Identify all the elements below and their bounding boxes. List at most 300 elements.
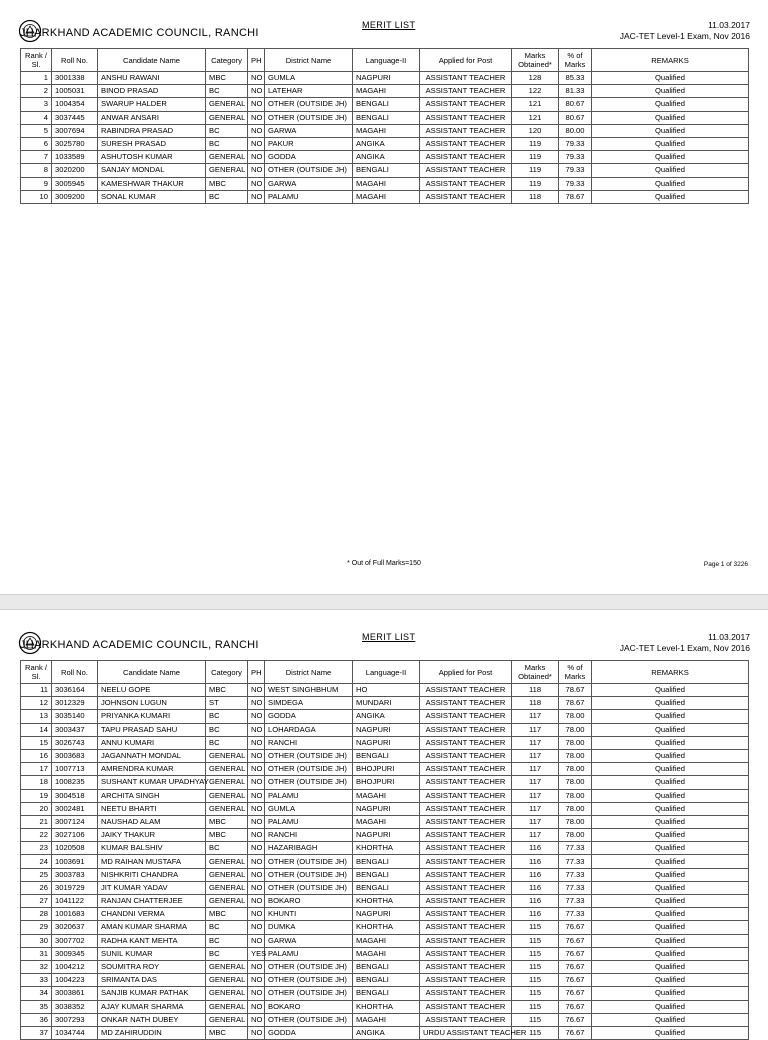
cell-district: GODDA: [265, 151, 353, 164]
cell-category: MBC: [206, 177, 248, 190]
cell-roll-no: 3009345: [52, 947, 98, 960]
table-header: [21, 49, 749, 72]
cell-candidate-name: ARCHITA SINGH: [98, 789, 206, 802]
cell-post: ASSISTANT TEACHER: [420, 895, 512, 908]
cell-category: GENERAL: [206, 763, 248, 776]
cell-marks: 115: [512, 974, 559, 987]
cell-rank: 28: [21, 908, 52, 921]
cell-language: HO: [353, 684, 420, 697]
cell-post: ASSISTANT TEACHER: [420, 684, 512, 697]
table-row: [21, 987, 749, 1000]
cell-roll-no: 1003691: [52, 855, 98, 868]
column-header-candidate-name: Candidate Name: [98, 49, 206, 72]
cell-rank: 11: [21, 684, 52, 697]
cell-marks: 118: [512, 697, 559, 710]
cell-rank: 9: [21, 177, 52, 190]
cell-category: BC: [206, 947, 248, 960]
cell-remarks: Qualified: [592, 736, 749, 749]
cell-roll-no: 3007124: [52, 815, 98, 828]
cell-district: OTHER (OUTSIDE JH): [265, 98, 353, 111]
cell-marks: 115: [512, 1013, 559, 1026]
cell-post: ASSISTANT TEACHER: [420, 164, 512, 177]
cell-candidate-name: SONAL KUMAR: [98, 190, 206, 203]
cell-post: ASSISTANT TEACHER: [420, 736, 512, 749]
cell-category: MBC: [206, 908, 248, 921]
cell-post: ASSISTANT TEACHER: [420, 1000, 512, 1013]
cell-category: GENERAL: [206, 802, 248, 815]
cell-remarks: Qualified: [592, 164, 749, 177]
cell-remarks: Qualified: [592, 763, 749, 776]
cell-category: MBC: [206, 815, 248, 828]
cell-post: ASSISTANT TEACHER: [420, 85, 512, 98]
cell-category: BC: [206, 190, 248, 203]
cell-percent: 76.67: [559, 960, 592, 973]
cell-category: GENERAL: [206, 974, 248, 987]
cell-ph: NO: [248, 749, 265, 762]
cell-candidate-name: CHANDNI VERMA: [98, 908, 206, 921]
cell-post: ASSISTANT TEACHER: [420, 763, 512, 776]
cell-marks: 116: [512, 868, 559, 881]
cell-remarks: Qualified: [592, 987, 749, 1000]
table-row: [21, 934, 749, 947]
cell-ph: NO: [248, 177, 265, 190]
cell-rank: 7: [21, 151, 52, 164]
cell-rank: 1: [21, 72, 52, 85]
cell-post: ASSISTANT TEACHER: [420, 1013, 512, 1026]
cell-candidate-name: SURESH PRASAD: [98, 137, 206, 150]
cell-district: GUMLA: [265, 72, 353, 85]
column-header-language: Language-II: [353, 49, 420, 72]
cell-district: OTHER (OUTSIDE JH): [265, 1013, 353, 1026]
table-row: [21, 723, 749, 736]
cell-language: MUNDARI: [353, 697, 420, 710]
cell-category: BC: [206, 85, 248, 98]
document-date: 11.03.2017: [708, 20, 750, 30]
cell-language: MAGAHI: [353, 1013, 420, 1026]
cell-marks: 115: [512, 934, 559, 947]
cell-post: ASSISTANT TEACHER: [420, 842, 512, 855]
cell-post: ASSISTANT TEACHER: [420, 802, 512, 815]
cell-district: OTHER (OUTSIDE JH): [265, 749, 353, 762]
cell-category: BC: [206, 124, 248, 137]
cell-percent: 77.33: [559, 908, 592, 921]
cell-marks: 115: [512, 947, 559, 960]
cell-language: BHOJPURI: [353, 776, 420, 789]
column-header-roll-no: Roll No.: [52, 661, 98, 684]
cell-post: ASSISTANT TEACHER: [420, 855, 512, 868]
column-header-post: Applied for Post: [420, 661, 512, 684]
cell-ph: NO: [248, 151, 265, 164]
cell-marks: 117: [512, 776, 559, 789]
cell-ph: NO: [248, 710, 265, 723]
cell-marks: 117: [512, 749, 559, 762]
column-header-marks: Marks Obtained*: [512, 49, 559, 72]
cell-candidate-name: RANJAN CHATTERJEE: [98, 895, 206, 908]
cell-roll-no: 3038352: [52, 1000, 98, 1013]
cell-rank: 29: [21, 921, 52, 934]
cell-remarks: Qualified: [592, 921, 749, 934]
cell-district: PALAMU: [265, 815, 353, 828]
cell-marks: 121: [512, 111, 559, 124]
cell-marks: 115: [512, 921, 559, 934]
cell-marks: 116: [512, 908, 559, 921]
cell-language: MAGAHI: [353, 947, 420, 960]
cell-post: ASSISTANT TEACHER: [420, 177, 512, 190]
column-header-district: District Name: [265, 661, 353, 684]
table-row: [21, 921, 749, 934]
cell-percent: 77.33: [559, 895, 592, 908]
cell-category: GENERAL: [206, 1000, 248, 1013]
cell-roll-no: 1041122: [52, 895, 98, 908]
cell-ph: NO: [248, 1000, 265, 1013]
table-body: [21, 684, 749, 1040]
cell-rank: 35: [21, 1000, 52, 1013]
cell-percent: 80.00: [559, 124, 592, 137]
cell-roll-no: 3003683: [52, 749, 98, 762]
cell-roll-no: 3002481: [52, 802, 98, 815]
cell-language: ANGIKA: [353, 710, 420, 723]
cell-remarks: Qualified: [592, 829, 749, 842]
table-row: [21, 85, 749, 98]
cell-district: DUMKA: [265, 921, 353, 934]
cell-language: BENGALI: [353, 881, 420, 894]
cell-remarks: Qualified: [592, 111, 749, 124]
cell-candidate-name: NISHKRITI CHANDRA: [98, 868, 206, 881]
cell-rank: 27: [21, 895, 52, 908]
cell-ph: NO: [248, 987, 265, 1000]
cell-ph: NO: [248, 697, 265, 710]
cell-language: MAGAHI: [353, 85, 420, 98]
cell-category: MBC: [206, 829, 248, 842]
cell-candidate-name: SUSHANT KUMAR UPADHYAY: [98, 776, 206, 789]
cell-rank: 21: [21, 815, 52, 828]
cell-category: GENERAL: [206, 164, 248, 177]
table-row: [21, 829, 749, 842]
cell-marks: 117: [512, 789, 559, 802]
cell-category: MBC: [206, 684, 248, 697]
cell-percent: 81.33: [559, 85, 592, 98]
column-header-roll-no: Roll No.: [52, 49, 98, 72]
cell-category: BC: [206, 921, 248, 934]
cell-language: NAGPURI: [353, 723, 420, 736]
table-row: [21, 684, 749, 697]
table-row: [21, 974, 749, 987]
cell-language: NAGPURI: [353, 736, 420, 749]
cell-post: ASSISTANT TEACHER: [420, 749, 512, 762]
cell-category: GENERAL: [206, 776, 248, 789]
table-row: [21, 789, 749, 802]
table-row: [21, 960, 749, 973]
column-header-candidate-name: Candidate Name: [98, 661, 206, 684]
cell-roll-no: 3020200: [52, 164, 98, 177]
cell-post: ASSISTANT TEACHER: [420, 829, 512, 842]
cell-category: GENERAL: [206, 749, 248, 762]
column-header-ph: PH: [248, 49, 265, 72]
cell-candidate-name: MD ZAHIRUDDIN: [98, 1026, 206, 1039]
cell-percent: 78.00: [559, 736, 592, 749]
header-row: [21, 661, 749, 684]
organization-name: JHARKHAND ACADEMIC COUNCIL, RANCHI: [20, 639, 259, 651]
cell-percent: 76.67: [559, 921, 592, 934]
cell-marks: 116: [512, 842, 559, 855]
document-title: MERIT LIST: [362, 20, 416, 30]
table-row: [21, 1000, 749, 1013]
cell-roll-no: 1004212: [52, 960, 98, 973]
cell-percent: 78.00: [559, 723, 592, 736]
cell-ph: NO: [248, 908, 265, 921]
cell-district: OTHER (OUTSIDE JH): [265, 763, 353, 776]
cell-ph: NO: [248, 960, 265, 973]
cell-language: BENGALI: [353, 111, 420, 124]
cell-language: NAGPURI: [353, 802, 420, 815]
cell-roll-no: 3035140: [52, 710, 98, 723]
cell-percent: 78.67: [559, 697, 592, 710]
cell-rank: 23: [21, 842, 52, 855]
cell-district: KHUNTI: [265, 908, 353, 921]
cell-post: ASSISTANT TEACHER: [420, 98, 512, 111]
cell-rank: 33: [21, 974, 52, 987]
cell-language: MAGAHI: [353, 815, 420, 828]
cell-district: OTHER (OUTSIDE JH): [265, 960, 353, 973]
cell-category: GENERAL: [206, 151, 248, 164]
cell-post: ASSISTANT TEACHER: [420, 908, 512, 921]
cell-district: GARWA: [265, 124, 353, 137]
cell-percent: 78.00: [559, 763, 592, 776]
page-header: [0, 0, 768, 41]
cell-rank: 22: [21, 829, 52, 842]
table-row: [21, 802, 749, 815]
table-row: [21, 72, 749, 85]
table-row: [21, 947, 749, 960]
cell-category: MBC: [206, 1026, 248, 1039]
cell-remarks: Qualified: [592, 190, 749, 203]
cell-post: ASSISTANT TEACHER: [420, 868, 512, 881]
column-header-rank: Rank / Sl.: [21, 661, 52, 684]
cell-remarks: Qualified: [592, 974, 749, 987]
cell-ph: NO: [248, 776, 265, 789]
cell-roll-no: 3036164: [52, 684, 98, 697]
cell-language: NAGPURI: [353, 829, 420, 842]
footnote: * Out of Full Marks=150: [347, 560, 421, 567]
cell-marks: 117: [512, 710, 559, 723]
cell-ph: NO: [248, 85, 265, 98]
cell-candidate-name: KAMESHWAR THAKUR: [98, 177, 206, 190]
cell-ph: NO: [248, 934, 265, 947]
cell-post: ASSISTANT TEACHER: [420, 960, 512, 973]
cell-ph: NO: [248, 111, 265, 124]
cell-ph: NO: [248, 723, 265, 736]
cell-category: GENERAL: [206, 895, 248, 908]
cell-percent: 77.33: [559, 855, 592, 868]
cell-candidate-name: NEELU GOPE: [98, 684, 206, 697]
cell-marks: 128: [512, 72, 559, 85]
cell-marks: 117: [512, 723, 559, 736]
cell-ph: NO: [248, 1026, 265, 1039]
column-header-ph: PH: [248, 661, 265, 684]
cell-category: GENERAL: [206, 111, 248, 124]
cell-district: OTHER (OUTSIDE JH): [265, 974, 353, 987]
cell-candidate-name: SWARUP HALDER: [98, 98, 206, 111]
table-row: [21, 749, 749, 762]
cell-post: ASSISTANT TEACHER: [420, 124, 512, 137]
cell-roll-no: 3019729: [52, 881, 98, 894]
cell-remarks: Qualified: [592, 895, 749, 908]
cell-remarks: Qualified: [592, 947, 749, 960]
table-body: [21, 72, 749, 204]
cell-candidate-name: AMAN KUMAR SHARMA: [98, 921, 206, 934]
organization-name: JHARKHAND ACADEMIC COUNCIL, RANCHI: [20, 27, 259, 39]
cell-marks: 115: [512, 1000, 559, 1013]
cell-roll-no: 3007293: [52, 1013, 98, 1026]
cell-remarks: Qualified: [592, 868, 749, 881]
column-header-category: Category: [206, 661, 248, 684]
cell-remarks: Qualified: [592, 85, 749, 98]
cell-language: KHORTHA: [353, 1000, 420, 1013]
cell-language: BENGALI: [353, 98, 420, 111]
cell-marks: 119: [512, 164, 559, 177]
cell-ph: NO: [248, 868, 265, 881]
cell-percent: 79.33: [559, 177, 592, 190]
cell-district: OTHER (OUTSIDE JH): [265, 881, 353, 894]
cell-language: BENGALI: [353, 855, 420, 868]
cell-district: RANCHI: [265, 829, 353, 842]
cell-ph: NO: [248, 895, 265, 908]
cell-remarks: Qualified: [592, 776, 749, 789]
cell-language: KHORTHA: [353, 895, 420, 908]
cell-candidate-name: SRIMANTA DAS: [98, 974, 206, 987]
table-row: [21, 710, 749, 723]
cell-district: GODDA: [265, 1026, 353, 1039]
cell-remarks: Qualified: [592, 137, 749, 150]
table-row: [21, 151, 749, 164]
table-row: [21, 763, 749, 776]
cell-roll-no: 3007702: [52, 934, 98, 947]
cell-ph: NO: [248, 921, 265, 934]
merit-table: [20, 660, 749, 1040]
cell-ph: NO: [248, 842, 265, 855]
cell-percent: 77.33: [559, 881, 592, 894]
cell-district: GARWA: [265, 177, 353, 190]
column-header-rank: Rank / Sl.: [21, 49, 52, 72]
cell-percent: 76.67: [559, 974, 592, 987]
cell-ph: NO: [248, 881, 265, 894]
cell-roll-no: 3004518: [52, 789, 98, 802]
cell-district: WEST SINGHBHUM: [265, 684, 353, 697]
table-row: [21, 137, 749, 150]
cell-percent: 76.67: [559, 987, 592, 1000]
cell-remarks: Qualified: [592, 1013, 749, 1026]
cell-ph: NO: [248, 124, 265, 137]
cell-roll-no: 3003437: [52, 723, 98, 736]
cell-marks: 115: [512, 1026, 559, 1039]
table-row: [21, 111, 749, 124]
cell-remarks: Qualified: [592, 1026, 749, 1039]
cell-rank: 20: [21, 802, 52, 815]
cell-ph: NO: [248, 802, 265, 815]
cell-remarks: Qualified: [592, 72, 749, 85]
cell-roll-no: 3003783: [52, 868, 98, 881]
cell-ph: NO: [248, 736, 265, 749]
cell-district: LATEHAR: [265, 85, 353, 98]
cell-district: PALAMU: [265, 190, 353, 203]
cell-remarks: Qualified: [592, 881, 749, 894]
cell-ph: NO: [248, 98, 265, 111]
cell-ph: YES: [248, 947, 265, 960]
cell-category: GENERAL: [206, 881, 248, 894]
cell-district: RANCHI: [265, 736, 353, 749]
page-header: [0, 612, 768, 653]
table-row: [21, 815, 749, 828]
cell-remarks: Qualified: [592, 789, 749, 802]
cell-category: BC: [206, 736, 248, 749]
cell-percent: 76.67: [559, 947, 592, 960]
cell-marks: 120: [512, 124, 559, 137]
cell-candidate-name: NEETU BHARTI: [98, 802, 206, 815]
cell-roll-no: 1007713: [52, 763, 98, 776]
cell-district: PALAMU: [265, 947, 353, 960]
cell-ph: NO: [248, 684, 265, 697]
cell-remarks: Qualified: [592, 684, 749, 697]
cell-marks: 119: [512, 137, 559, 150]
cell-rank: 37: [21, 1026, 52, 1039]
cell-rank: 24: [21, 855, 52, 868]
column-header-percent: % of Marks: [559, 49, 592, 72]
cell-candidate-name: AMRENDRA KUMAR: [98, 763, 206, 776]
cell-marks: 118: [512, 684, 559, 697]
cell-ph: NO: [248, 164, 265, 177]
cell-roll-no: 3025780: [52, 137, 98, 150]
cell-post: ASSISTANT TEACHER: [420, 815, 512, 828]
cell-marks: 117: [512, 802, 559, 815]
cell-language: ANGIKA: [353, 1026, 420, 1039]
cell-roll-no: 3027106: [52, 829, 98, 842]
cell-candidate-name: JIT KUMAR YADAV: [98, 881, 206, 894]
cell-language: NAGPURI: [353, 908, 420, 921]
cell-marks: 117: [512, 736, 559, 749]
header-row: [21, 49, 749, 72]
cell-candidate-name: JAIKY THAKUR: [98, 829, 206, 842]
cell-ph: NO: [248, 789, 265, 802]
cell-language: MAGAHI: [353, 789, 420, 802]
cell-candidate-name: RABINDRA PRASAD: [98, 124, 206, 137]
cell-candidate-name: SANJIB KUMAR PATHAK: [98, 987, 206, 1000]
cell-ph: NO: [248, 815, 265, 828]
table-row: [21, 736, 749, 749]
table-row: [21, 895, 749, 908]
table-row: [21, 1026, 749, 1039]
cell-post: ASSISTANT TEACHER: [420, 723, 512, 736]
cell-percent: 80.67: [559, 98, 592, 111]
cell-language: MAGAHI: [353, 190, 420, 203]
cell-rank: 30: [21, 934, 52, 947]
cell-language: KHORTHA: [353, 921, 420, 934]
cell-category: GENERAL: [206, 987, 248, 1000]
cell-category: GENERAL: [206, 960, 248, 973]
table-row: [21, 697, 749, 710]
cell-post: ASSISTANT TEACHER: [420, 881, 512, 894]
cell-language: BENGALI: [353, 960, 420, 973]
cell-marks: 115: [512, 987, 559, 1000]
table-row: [21, 881, 749, 894]
cell-rank: 3: [21, 98, 52, 111]
page-number: Page 1 of 3226: [703, 561, 748, 568]
cell-district: BOKARO: [265, 1000, 353, 1013]
cell-post: ASSISTANT TEACHER: [420, 934, 512, 947]
cell-roll-no: 1001683: [52, 908, 98, 921]
merit-table: [20, 48, 749, 204]
cell-roll-no: 3003861: [52, 987, 98, 1000]
cell-percent: 78.67: [559, 684, 592, 697]
